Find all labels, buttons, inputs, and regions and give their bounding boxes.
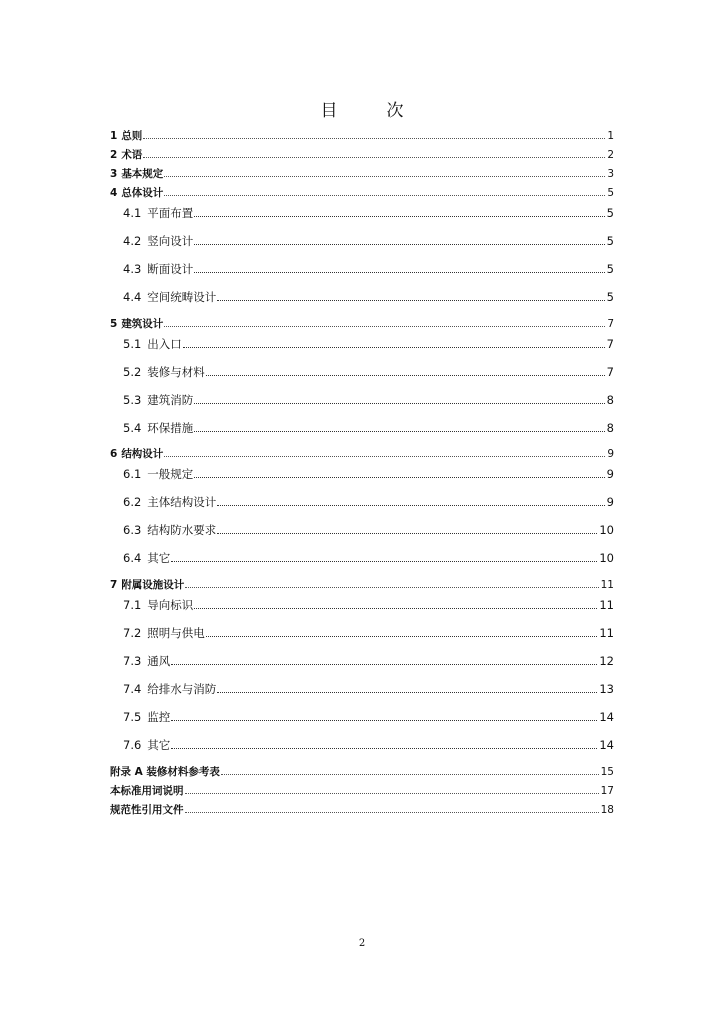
toc-entry-number: 7.3 — [123, 654, 142, 668]
toc-entry-label — [110, 445, 163, 463]
toc-entry-title: 建筑消防 — [147, 393, 194, 407]
toc-entry-label — [110, 184, 163, 202]
toc-entry-page: 5 — [606, 206, 614, 220]
toc-entry-page: 1 — [607, 130, 614, 142]
toc-dot-leader — [206, 636, 598, 637]
toc-entry[interactable] — [110, 782, 614, 800]
toc-entry-label — [123, 680, 216, 698]
toc-dot-leader — [217, 505, 604, 506]
toc-entry-page: 10 — [599, 523, 614, 537]
toc-entry[interactable] — [123, 493, 614, 511]
toc-entry-page: 17 — [600, 785, 614, 797]
toc-entry-label — [110, 127, 142, 145]
toc-entry[interactable] — [123, 549, 614, 567]
toc-entry-title: 给排水与消防 — [147, 682, 217, 696]
toc-dot-leader — [143, 157, 605, 158]
toc-entry-label — [123, 260, 193, 278]
toc-entry[interactable] — [123, 335, 614, 353]
toc-entry-page: 14 — [599, 710, 614, 724]
toc-entry-page: 2 — [607, 149, 614, 161]
toc-entry-page: 5 — [607, 187, 614, 199]
toc-entry-number: 4.3 — [123, 262, 142, 276]
toc-entry-number: 5.4 — [123, 421, 142, 435]
toc-entry-label — [123, 624, 205, 642]
toc-entry-label — [110, 782, 184, 800]
toc-entry-number: 6.4 — [123, 551, 142, 565]
toc-dot-leader — [164, 456, 605, 457]
toc-dot-leader — [164, 195, 605, 196]
toc-entry-label — [123, 465, 193, 483]
toc-entry-title: 其它 — [147, 738, 171, 752]
toc-entry-label — [110, 801, 184, 819]
toc-entry-label — [123, 736, 170, 754]
toc-entry-title: 出入口 — [147, 337, 182, 351]
toc-entry-number: 3 — [110, 168, 118, 180]
toc-entry-label — [110, 576, 184, 594]
toc-entry-label — [110, 165, 163, 183]
toc-entry-title: 附录 A 装修材料参考表 — [110, 766, 220, 778]
toc-entry-number: 5 — [110, 318, 118, 330]
toc-entry-title: 照明与供电 — [147, 626, 205, 640]
toc-entry-page: 3 — [607, 168, 614, 180]
toc-entry-number: 5.1 — [123, 337, 142, 351]
toc-entry[interactable] — [123, 419, 614, 437]
toc-dot-leader — [194, 216, 604, 217]
toc-entry-title: 基本规定 — [121, 168, 164, 180]
toc-entry-number: 4.1 — [123, 206, 142, 220]
toc-dot-leader — [185, 812, 599, 813]
toc-entry-title: 一般规定 — [147, 467, 194, 481]
toc-entry[interactable] — [110, 315, 614, 333]
toc-entry-label — [123, 419, 193, 437]
toc-entry[interactable] — [123, 363, 614, 381]
toc-entry[interactable] — [123, 288, 614, 306]
toc-entry-page: 7 — [606, 337, 614, 351]
toc-entry[interactable] — [123, 680, 614, 698]
toc-entry[interactable] — [110, 184, 614, 202]
toc-entry-label — [123, 521, 216, 539]
toc-entry[interactable] — [123, 232, 614, 250]
toc-entry-title: 其它 — [147, 551, 171, 565]
toc-entry-number: 5.2 — [123, 365, 142, 379]
toc-entry-title: 本标准用词说明 — [110, 785, 184, 797]
page-number: 2 — [358, 938, 366, 949]
toc-entry-title: 附属设施设计 — [121, 579, 185, 591]
toc-entry[interactable] — [123, 652, 614, 670]
toc-entry[interactable] — [123, 465, 614, 483]
toc-dot-leader — [143, 138, 605, 139]
toc-entry-number: 4 — [110, 187, 118, 199]
toc-entry-number: 4.4 — [123, 290, 142, 304]
toc-entry-page: 10 — [599, 551, 614, 565]
toc-entry[interactable] — [123, 596, 614, 614]
toc-entry-label — [110, 763, 220, 781]
toc-entry-number: 7.6 — [123, 738, 142, 752]
toc-entry-title: 结构防水要求 — [147, 523, 217, 537]
toc-entry-label — [123, 363, 205, 381]
toc-entry-number: 7 — [110, 579, 118, 591]
toc-entry-number: 6.1 — [123, 467, 142, 481]
toc-entry-page: 12 — [599, 654, 614, 668]
toc-dot-leader — [194, 244, 604, 245]
toc-entry-page: 5 — [606, 262, 614, 276]
toc-entry-label — [123, 288, 216, 306]
toc-entry[interactable] — [123, 391, 614, 409]
toc-entry-number: 7.1 — [123, 598, 142, 612]
toc-entry-label — [123, 232, 193, 250]
toc-entry[interactable] — [110, 127, 614, 145]
toc-entry-page: 18 — [600, 804, 614, 816]
toc-entry-page: 11 — [599, 598, 614, 612]
toc-dot-leader — [217, 533, 597, 534]
toc-entry-title: 竖向设计 — [147, 234, 194, 248]
toc-entry-number: 7.5 — [123, 710, 142, 724]
toc-entry[interactable] — [123, 736, 614, 754]
toc-entry-title: 断面设计 — [147, 262, 194, 276]
toc-entry-title: 规范性引用文件 — [110, 804, 184, 816]
toc-entry[interactable] — [110, 576, 614, 594]
toc-entry-title: 结构设计 — [121, 448, 164, 460]
toc-entry-label — [123, 204, 193, 222]
toc-entry-label — [110, 315, 163, 333]
toc-entry-title: 术语 — [121, 149, 143, 161]
toc-entry-page: 13 — [599, 682, 614, 696]
toc-dot-leader — [206, 375, 605, 376]
toc-entry-label — [123, 708, 170, 726]
toc-entry[interactable] — [123, 204, 614, 222]
toc-entry-number: 4.2 — [123, 234, 142, 248]
toc-entry-number: 5.3 — [123, 393, 142, 407]
toc-entry-number: 1 — [110, 130, 118, 142]
toc-entry-page: 11 — [599, 626, 614, 640]
toc-entry-title: 导向标识 — [147, 598, 194, 612]
toc-entry-page: 8 — [606, 393, 614, 407]
toc-entry-page: 14 — [599, 738, 614, 752]
toc-entry-page: 8 — [606, 421, 614, 435]
toc-entry-title: 建筑设计 — [121, 318, 164, 330]
toc-entry-label — [123, 391, 193, 409]
toc-entry-page: 15 — [600, 766, 614, 778]
toc-entry-title: 平面布置 — [147, 206, 194, 220]
toc-entry-title: 主体结构设计 — [147, 495, 217, 509]
toc-entry-page: 5 — [606, 290, 614, 304]
toc-entry-title: 空间统畴设计 — [147, 290, 217, 304]
toc-dot-leader — [164, 326, 605, 327]
toc-dot-leader — [164, 176, 605, 177]
toc-entry-page: 5 — [606, 234, 614, 248]
toc-dot-leader — [171, 664, 597, 665]
toc-entry-page: 7 — [606, 365, 614, 379]
toc-entry-title: 环保措施 — [147, 421, 194, 435]
toc-entry[interactable] — [110, 801, 614, 819]
toc-entry-label — [123, 596, 193, 614]
toc-entry-number: 2 — [110, 149, 118, 161]
toc-entry-title: 通风 — [147, 654, 171, 668]
toc-dot-leader — [194, 403, 604, 404]
toc-entry-title: 装修与材料 — [147, 365, 205, 379]
toc-entry-number: 6.2 — [123, 495, 142, 509]
toc-entry-label — [123, 335, 182, 353]
toc-entry[interactable] — [110, 165, 614, 183]
toc-entry-page: 11 — [600, 579, 614, 591]
toc-entry-label — [123, 652, 170, 670]
toc-entry[interactable] — [110, 146, 614, 164]
toc-entry[interactable] — [110, 445, 614, 463]
toc-entry[interactable] — [123, 260, 614, 278]
toc-entry[interactable] — [110, 763, 614, 781]
toc-title: 目 次 — [320, 101, 420, 121]
toc-entry-label — [123, 549, 170, 567]
toc-entry-page: 9 — [606, 495, 614, 509]
toc-dot-leader — [194, 431, 604, 432]
toc-entry-title: 总体设计 — [121, 187, 164, 199]
toc-entry-number: 7.2 — [123, 626, 142, 640]
toc-dot-leader — [185, 793, 599, 794]
toc-dot-leader — [221, 774, 599, 775]
toc-dot-leader — [171, 720, 597, 721]
toc-dot-leader — [183, 347, 605, 348]
toc-entry-page: 9 — [607, 448, 614, 460]
toc-entry-label — [123, 493, 216, 511]
toc-entry[interactable] — [123, 521, 614, 539]
toc-entry-title: 监控 — [147, 710, 171, 724]
toc-entry-page: 7 — [607, 318, 614, 330]
toc-dot-leader — [217, 692, 597, 693]
toc-entry-label — [110, 146, 142, 164]
toc-dot-leader — [217, 300, 604, 301]
toc-entry-number: 7.4 — [123, 682, 142, 696]
toc-dot-leader — [194, 477, 604, 478]
toc-dot-leader — [171, 561, 597, 562]
toc-entry[interactable] — [123, 624, 614, 642]
toc-entry-page: 9 — [606, 467, 614, 481]
toc-dot-leader — [171, 748, 597, 749]
toc-dot-leader — [194, 272, 604, 273]
toc-entry-number: 6 — [110, 448, 118, 460]
toc-entry-number: 6.3 — [123, 523, 142, 537]
toc-entry[interactable] — [123, 708, 614, 726]
toc-dot-leader — [185, 587, 598, 588]
toc-dot-leader — [194, 608, 597, 609]
toc-entry-title: 总则 — [121, 130, 143, 142]
